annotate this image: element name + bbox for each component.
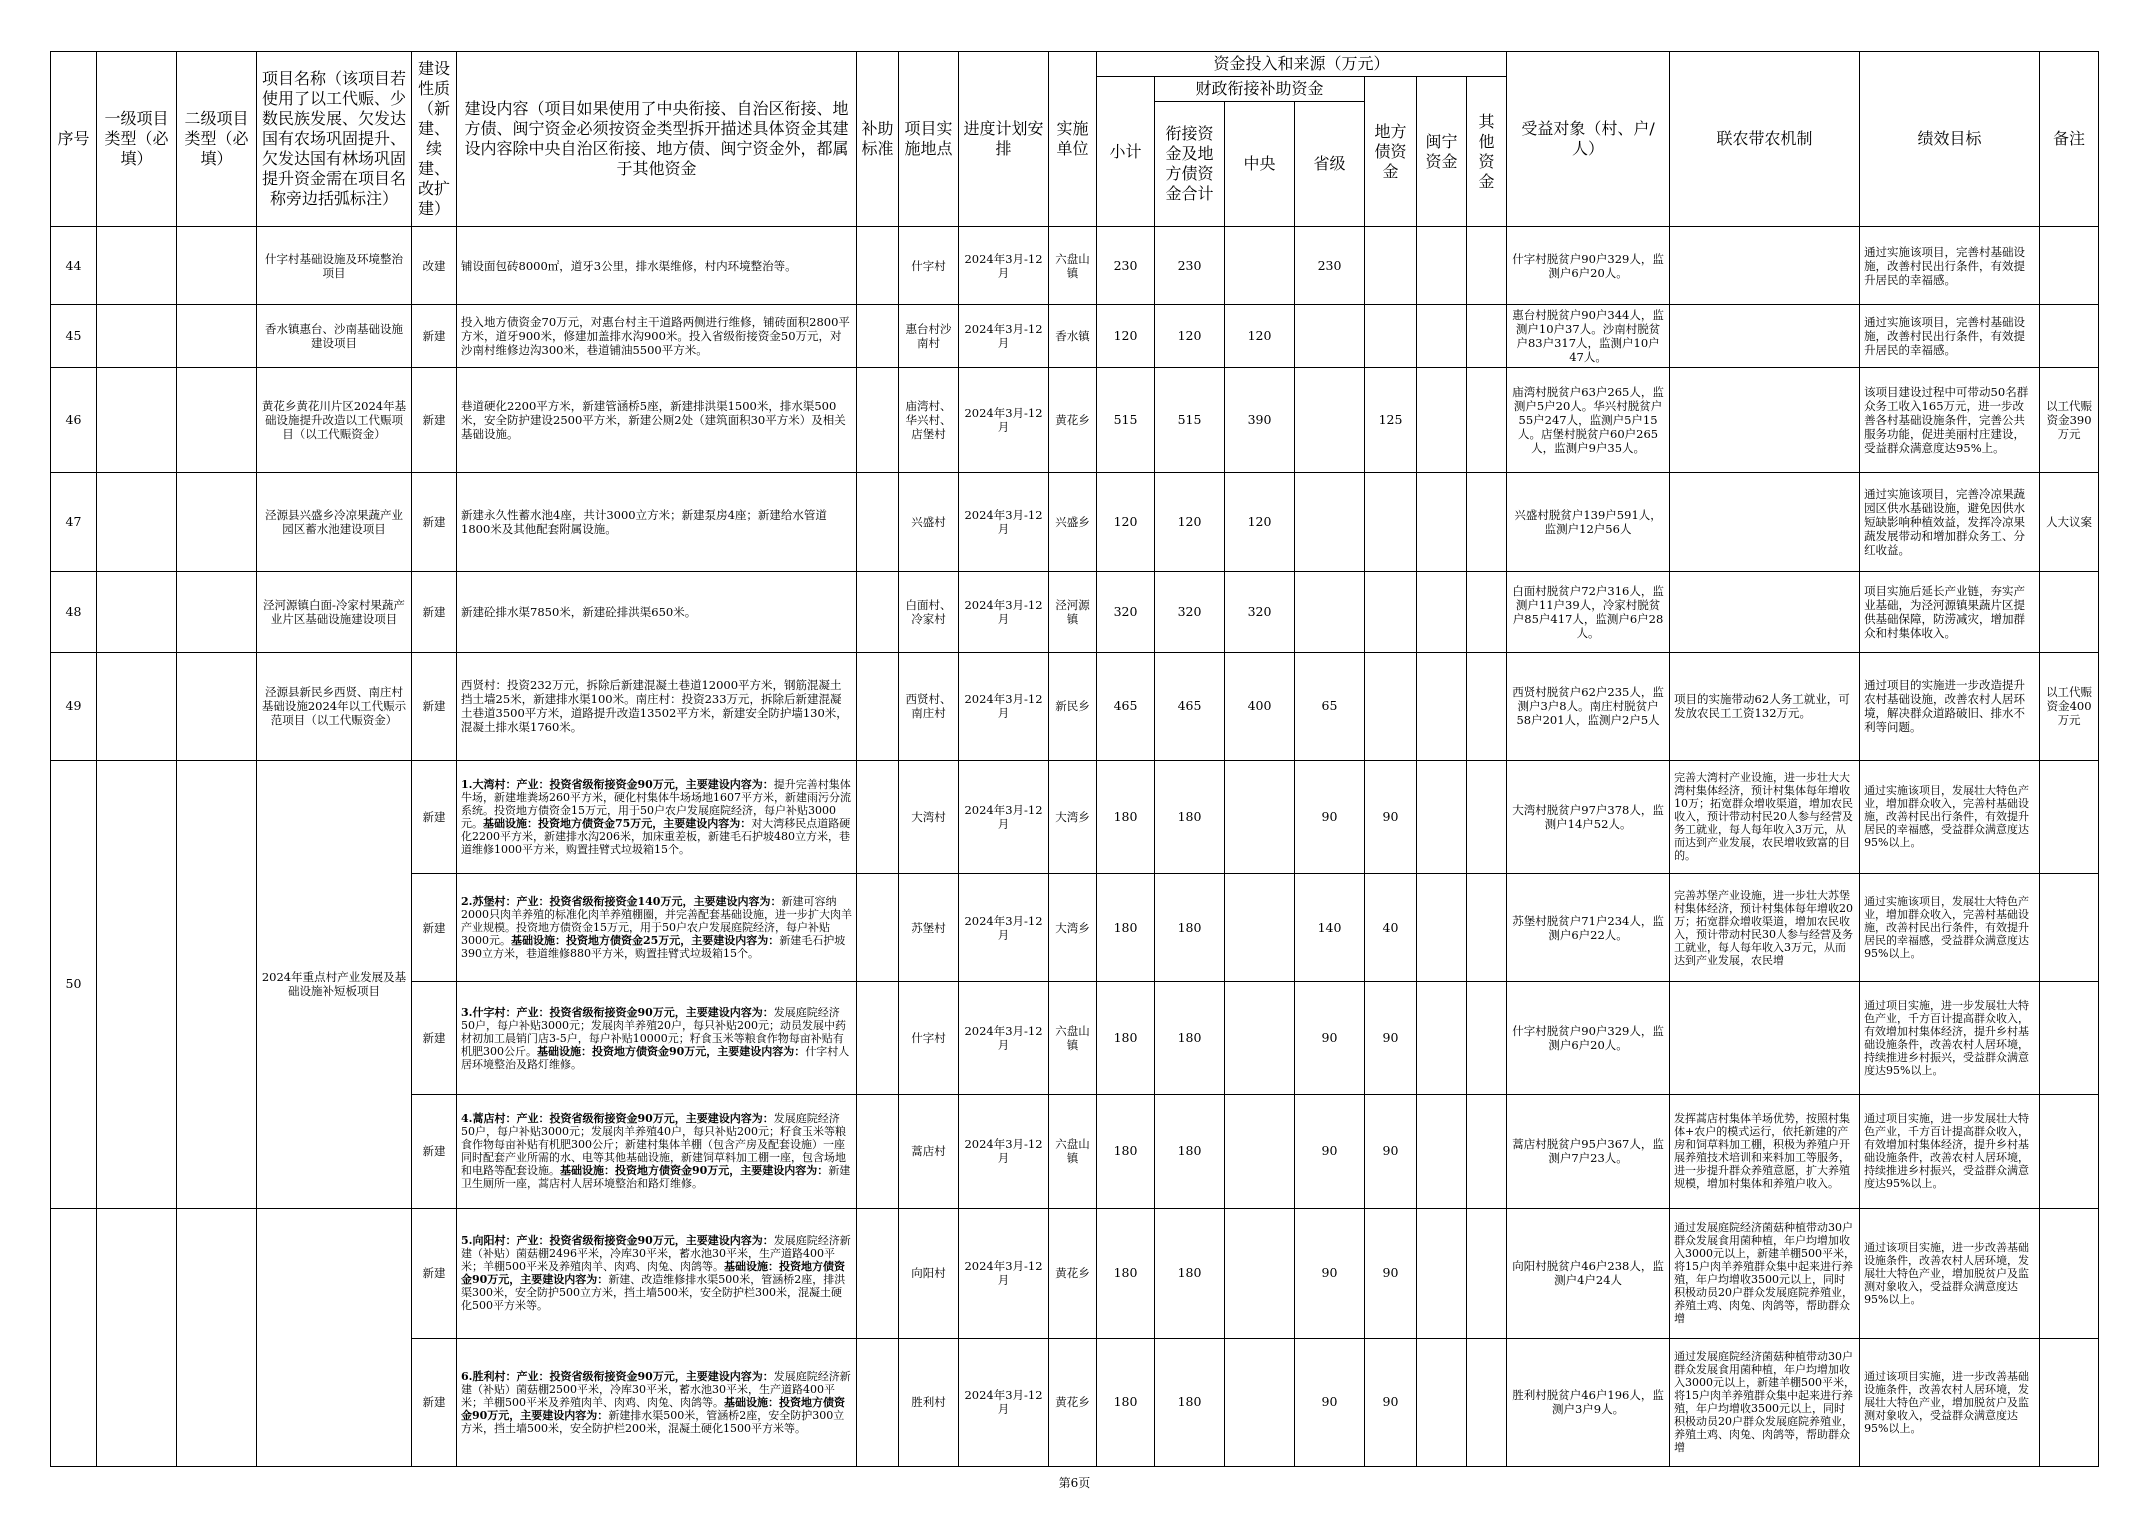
row-mechanism: 通过发展庭院经济菌菇种植带动30户群众发展食用菌种植，年户均增加收入3000元以上，新建羊棚500平米，将15户肉羊养殖群众集中起来进行养殖，年户均增收3500元以上，同时积极动员20户群众发展庭院养殖业，养殖土鸡、肉兔、肉鸽等，帮助群众增	[1670, 1338, 1860, 1466]
row-nature: 改建	[412, 227, 457, 305]
row-unit: 六盘山镇	[1049, 1095, 1097, 1208]
row-central: 120	[1225, 473, 1295, 571]
row-subtotal: 180	[1097, 760, 1155, 873]
row-provincial	[1295, 571, 1365, 652]
row-content: 投入地方债资金70万元，对惠台村主干道路两侧进行维修，铺砖面积2800平方米，道牙900米，修建加盖排水沟900米。投入省级衔接资金50万元，对沙南村维修边沟300米，巷道铺油5500平方米。	[457, 305, 857, 368]
row-schedule: 2024年3月-12月	[959, 227, 1049, 305]
row-location: 大湾村	[899, 760, 959, 873]
row-mechanism	[1670, 982, 1860, 1095]
row-location: 什字村	[899, 982, 959, 1095]
row-combined: 320	[1155, 571, 1225, 652]
header-unit: 实施单位	[1049, 52, 1097, 227]
row-cat1	[97, 227, 177, 305]
row-subsidy	[857, 571, 899, 652]
row-performance: 通过实施该项目，发展壮大特色产业，增加群众收入，完善村基础设施，改善村民出行条件，有效提升居民的幸福感，受益群众满意度达95%以上。	[1860, 760, 2040, 873]
header-minning: 闽宁资金	[1417, 77, 1467, 227]
row-schedule: 2024年3月-12月	[959, 473, 1049, 571]
group-seq	[51, 1208, 97, 1466]
row-schedule: 2024年3月-12月	[959, 652, 1049, 760]
row-minning	[1417, 1208, 1467, 1338]
row-other	[1467, 760, 1507, 873]
row-beneficiary: 西贤村脱贫户62户235人，监测户3户8人。南庄村脱贫户58户201人，监测户2户5人	[1507, 652, 1670, 760]
row-subtotal: 180	[1097, 982, 1155, 1095]
row-beneficiary: 白面村脱贫户72户316人，监测户11户39人，冷家村脱贫户85户417人，监测户6户28人。	[1507, 571, 1670, 652]
row-beneficiary: 胜利村脱贫户46户196人，监测户3户9人。	[1507, 1338, 1670, 1466]
row-nature: 新建	[412, 368, 457, 473]
row-schedule: 2024年3月-12月	[959, 982, 1049, 1095]
group-cat1	[97, 760, 177, 1208]
row-cat2	[177, 473, 257, 571]
row-central	[1225, 1095, 1295, 1208]
row-combined: 180	[1155, 1338, 1225, 1466]
row-content: 6.胜利村：产业：投资省级衔接资金90万元，主要建设内容为：发展庭院经济新建（补贴）菌菇棚2500平米，冷库30平米，蓄水池30平米，生产道路400平米；羊棚500平米及养殖肉羊、肉鸡、肉兔、肉鸽等。基础设施：投资地方债资金90万元，主要建设内容为：新建排水渠500米，管涵桥2座，安全防护300立方米，挡土墙500米，安全防护栏200米，混凝土硬化1500平方米等。	[457, 1338, 857, 1466]
table-row	[51, 305, 2099, 368]
row-content: 新建永久性蓄水池4座，共计3000立方米；新建泵房4座；新建给水管道1800米及其他配套附属设施。	[457, 473, 857, 571]
header-mechanism: 联农带农机制	[1670, 52, 1860, 227]
row-local-bond: 90	[1365, 982, 1417, 1095]
group-cat1	[97, 1208, 177, 1466]
row-mechanism	[1670, 571, 1860, 652]
row-other	[1467, 571, 1507, 652]
row-central	[1225, 874, 1295, 982]
row-location: 西贤村、南庄村	[899, 652, 959, 760]
row-beneficiary: 惠台村脱贫户90户344人，监测户10户37人。沙南村脱贫户83户317人，监测户10户47人。	[1507, 305, 1670, 368]
row-combined: 180	[1155, 760, 1225, 873]
row-cat2	[177, 652, 257, 760]
header-other: 其他资金	[1467, 77, 1507, 227]
header-central: 中央	[1225, 102, 1295, 227]
header-name: 项目名称（该项目若使用了以工代赈、少数民族发展、欠发达国有农场巩固提升、欠发达国有林场巩固提升资金需在项目名称旁边括弧标注）	[257, 52, 412, 227]
row-performance: 通过实施该项目，完善村基础设施，改善村民出行条件，有效提升居民的幸福感。	[1860, 227, 2040, 305]
page-number: 第6页	[1058, 1476, 1091, 1490]
row-subtotal: 230	[1097, 227, 1155, 305]
row-content: 铺设面包砖8000㎡，道牙3公里，排水渠维修，村内环境整治等。	[457, 227, 857, 305]
row-schedule: 2024年3月-12月	[959, 1095, 1049, 1208]
header-funds-group: 资金投入和来源（万元）	[1097, 52, 1507, 77]
row-performance: 通过项目实施，进一步发展壮大特色产业，千方百计提高群众收入，有效增加村集体经济，提升乡村基础设施条件，改善农村人居环境，持续推进乡村振兴，受益群众满意度达95%以上。	[1860, 982, 2040, 1095]
row-provincial	[1295, 305, 1365, 368]
row-content: 巷道硬化2200平方米，新建管涵桥5座，新建排洪渠1500米，排水渠500米，安全防护建设2500平方米，新建公厕2处（建筑面积30平方米）及相关基础设施。	[457, 368, 857, 473]
row-local-bond	[1365, 571, 1417, 652]
row-local-bond: 125	[1365, 368, 1417, 473]
row-remarks	[2040, 227, 2099, 305]
row-performance: 通过项目的实施进一步改造提升农村基础设施，改善农村人居环境，解决群众道路破旧、排水不利等问题。	[1860, 652, 2040, 760]
row-minning	[1417, 227, 1467, 305]
row-location: 白面村、冷家村	[899, 571, 959, 652]
row-mechanism	[1670, 473, 1860, 571]
header-location: 项目实施地点	[899, 52, 959, 227]
row-seq: 45	[51, 305, 97, 368]
row-subsidy	[857, 368, 899, 473]
row-schedule: 2024年3月-12月	[959, 760, 1049, 873]
header-subsidy: 补助标准	[857, 52, 899, 227]
table-body	[51, 227, 2099, 1467]
row-central	[1225, 1208, 1295, 1338]
row-beneficiary: 什字村脱贫户90户329人，监测户6户20人。	[1507, 227, 1670, 305]
header-remarks: 备注	[2040, 52, 2099, 227]
row-subsidy	[857, 874, 899, 982]
row-provincial: 90	[1295, 760, 1365, 873]
row-other	[1467, 874, 1507, 982]
row-seq: 46	[51, 368, 97, 473]
table-row	[51, 1208, 2099, 1338]
row-combined: 180	[1155, 874, 1225, 982]
row-unit: 六盘山镇	[1049, 982, 1097, 1095]
row-central	[1225, 1338, 1295, 1466]
row-remarks	[2040, 571, 2099, 652]
row-other	[1467, 1338, 1507, 1466]
row-subtotal: 515	[1097, 368, 1155, 473]
row-subtotal: 320	[1097, 571, 1155, 652]
row-seq: 49	[51, 652, 97, 760]
row-subtotal: 180	[1097, 1095, 1155, 1208]
row-unit: 兴盛乡	[1049, 473, 1097, 571]
group-cat2	[177, 760, 257, 1208]
row-remarks	[2040, 305, 2099, 368]
row-subtotal: 465	[1097, 652, 1155, 760]
row-subtotal: 180	[1097, 874, 1155, 982]
row-other	[1467, 227, 1507, 305]
header-fiscal-group: 财政衔接补助资金	[1155, 77, 1365, 102]
row-combined: 180	[1155, 1208, 1225, 1338]
row-unit: 黄花乡	[1049, 1338, 1097, 1466]
row-nature: 新建	[412, 652, 457, 760]
header-nature: 建设性质（新建、续建、改扩建）	[412, 52, 457, 227]
row-subtotal: 180	[1097, 1208, 1155, 1338]
row-other	[1467, 652, 1507, 760]
row-provincial: 90	[1295, 1338, 1365, 1466]
row-minning	[1417, 473, 1467, 571]
header-beneficiary: 受益对象（村、户/人）	[1507, 52, 1670, 227]
row-other	[1467, 1208, 1507, 1338]
row-combined: 180	[1155, 982, 1225, 1095]
row-content: 1.大湾村：产业：投资省级衔接资金90万元，主要建设内容为：提升完善村集体牛场，新建堆粪场260平方米，硬化村集体牛场场地1607平方米，新建雨污分流系统。投资地方债资金15万元，用于50户农户发展庭院经济，每户补贴3000元。基础设施：投资地方债资金75万元，主要建设内容为：对大湾移民点道路硬化2200平方米，新建排水沟206米，加床重差板，新建毛石护坡480立方米，巷道维修1000平方米，购置挂臂式垃圾箱15个。	[457, 760, 857, 873]
row-combined: 515	[1155, 368, 1225, 473]
row-central: 120	[1225, 305, 1295, 368]
row-performance: 该项目建设过程中可带动50名群众务工收入165万元，进一步改善各村基础设施条件，完善公共服务功能，促进美丽村庄建设，受益群众满意度达95%上。	[1860, 368, 2040, 473]
row-cat1	[97, 571, 177, 652]
row-combined: 120	[1155, 305, 1225, 368]
row-subsidy	[857, 652, 899, 760]
table-row	[51, 368, 2099, 473]
row-nature: 新建	[412, 1338, 457, 1466]
row-nature: 新建	[412, 874, 457, 982]
row-unit: 六盘山镇	[1049, 227, 1097, 305]
row-other	[1467, 368, 1507, 473]
row-location: 苏堡村	[899, 874, 959, 982]
row-provincial: 230	[1295, 227, 1365, 305]
row-cat2	[177, 368, 257, 473]
row-local-bond: 90	[1365, 1338, 1417, 1466]
row-provincial	[1295, 473, 1365, 571]
row-seq: 44	[51, 227, 97, 305]
row-location: 什字村	[899, 227, 959, 305]
row-subsidy	[857, 760, 899, 873]
header-schedule: 进度计划安排	[959, 52, 1049, 227]
table-row	[51, 652, 2099, 760]
header-local-bond: 地方债资金	[1365, 77, 1417, 227]
row-beneficiary: 苏堡村脱贫户71户234人，监测户6户22人。	[1507, 874, 1670, 982]
project-table	[50, 51, 2099, 1467]
header-performance: 绩效目标	[1860, 52, 2040, 227]
row-nature: 新建	[412, 571, 457, 652]
row-content: 2.苏堡村：产业：投资省级衔接资金140万元，主要建设内容为：新建可容纳2000只肉羊养殖的标准化肉羊养殖棚圈，并完善配套基础设施，进一步扩大肉羊产业规模。投资地方债资金15万元，用于50户农户发展庭院经济，每户补贴3000元。基础设施：投资地方债资金25万元，主要建设内容为：新建毛石护坡390立方米，巷道维修880平方米，购置挂臂式垃圾箱15个。	[457, 874, 857, 982]
row-other	[1467, 305, 1507, 368]
row-other	[1467, 473, 1507, 571]
row-cat2	[177, 305, 257, 368]
row-remarks	[2040, 1338, 2099, 1466]
row-performance: 通过该项目实施，进一步改善基础设施条件，改善农村人居环境，发展壮大特色产业，增加脱贫户及监测对象收入，受益群众满意度达95%以上。	[1860, 1208, 2040, 1338]
row-local-bond: 40	[1365, 874, 1417, 982]
row-seq: 48	[51, 571, 97, 652]
row-central: 400	[1225, 652, 1295, 760]
row-minning	[1417, 652, 1467, 760]
row-location: 向阳村	[899, 1208, 959, 1338]
row-remarks: 人大议案	[2040, 473, 2099, 571]
header-combined: 衔接资金及地方债资金合计	[1155, 102, 1225, 227]
row-remarks	[2040, 982, 2099, 1095]
row-unit: 大湾乡	[1049, 874, 1097, 982]
row-content: 新建砼排水渠7850米，新建砼排洪渠650米。	[457, 571, 857, 652]
row-minning	[1417, 1338, 1467, 1466]
row-performance: 通过实施该项目，完善村基础设施，改善村民出行条件，有效提升居民的幸福感。	[1860, 305, 2040, 368]
row-nature: 新建	[412, 305, 457, 368]
row-mechanism: 通过发展庭院经济菌菇种植带动30户群众发展食用菌种植，年户均增加收入3000元以上，新建羊棚500平米，将15户肉羊养殖群众集中起来进行养殖，年户均增收3500元以上，同时积极动员20户群众发展庭院养殖业，养殖土鸡、肉兔、肉鸽等，帮助群众增	[1670, 1208, 1860, 1338]
row-local-bond: 90	[1365, 760, 1417, 873]
row-location: 庙湾村、华兴村、店堡村	[899, 368, 959, 473]
row-central	[1225, 982, 1295, 1095]
row-performance: 通过实施该项目，完善冷凉果蔬园区供水基础设施，避免因供水短缺影响种植效益，发挥冷凉果蔬发展带动和增加群众务工、分红收益。	[1860, 473, 2040, 571]
row-project-name: 泾源县兴盛乡冷凉果蔬产业园区蓄水池建设项目	[257, 473, 412, 571]
row-subsidy	[857, 227, 899, 305]
table-row	[51, 227, 2099, 305]
row-cat2	[177, 227, 257, 305]
row-location: 蒿店村	[899, 1095, 959, 1208]
header-content: 建设内容（项目如果使用了中央衔接、自治区衔接、地方债、闽宁资金必须按资金类型拆开描述具体资金其建设内容除中央自治区衔接、地方债、闽宁资金外，都属于其他资金	[457, 52, 857, 227]
row-subtotal: 120	[1097, 473, 1155, 571]
row-location: 胜利村	[899, 1338, 959, 1466]
row-schedule: 2024年3月-12月	[959, 571, 1049, 652]
row-provincial: 140	[1295, 874, 1365, 982]
row-performance: 通过该项目实施，进一步改善基础设施条件，改善农村人居环境，发展壮大特色产业，增加脱贫户及监测对象收入，受益群众满意度达95%以上。	[1860, 1338, 2040, 1466]
row-unit: 泾河源镇	[1049, 571, 1097, 652]
row-cat1	[97, 652, 177, 760]
row-cat1	[97, 368, 177, 473]
row-local-bond	[1365, 652, 1417, 760]
row-provincial: 65	[1295, 652, 1365, 760]
row-minning	[1417, 571, 1467, 652]
row-schedule: 2024年3月-12月	[959, 874, 1049, 982]
row-location: 惠台村沙南村	[899, 305, 959, 368]
row-performance: 项目实施后延长产业链，夯实产业基础，为泾河源镇果蔬片区提供基础保障，防涝减灾，增加群众和村集体收入。	[1860, 571, 2040, 652]
row-unit: 香水镇	[1049, 305, 1097, 368]
row-beneficiary: 兴盛村脱贫户139户591人，监测户12户56人	[1507, 473, 1670, 571]
row-mechanism	[1670, 305, 1860, 368]
row-beneficiary: 向阳村脱贫户46户238人，监测户4户24人	[1507, 1208, 1670, 1338]
row-unit: 黄花乡	[1049, 1208, 1097, 1338]
row-remarks: 以工代赈资金400万元	[2040, 652, 2099, 760]
row-central: 390	[1225, 368, 1295, 473]
row-mechanism: 完善大湾村产业设施，进一步壮大大湾村集体经济，预计村集体每年增收10万；拓宽群众增收渠道，增加农民收入，预计带动村民20人参与经营及务工就业，每人每年收入3万元，从而达到产业发展，农民增收致富的目的。	[1670, 760, 1860, 873]
row-combined: 120	[1155, 473, 1225, 571]
row-cat1	[97, 473, 177, 571]
row-performance: 通过实施该项目，发展壮大特色产业，增加群众收入，完善村基础设施，改善村民出行条件，有效提升居民的幸福感，受益群众满意度达95%以上。	[1860, 874, 2040, 982]
row-cat1	[97, 305, 177, 368]
group-seq: 50	[51, 760, 97, 1208]
row-location: 兴盛村	[899, 473, 959, 571]
row-beneficiary: 什字村脱贫户90户329人，监测户6户20人。	[1507, 982, 1670, 1095]
row-beneficiary: 蒿店村脱贫户95户367人，监测户7户23人。	[1507, 1095, 1670, 1208]
group-cat2	[177, 1208, 257, 1466]
row-mechanism: 项目的实施带动62人务工就业，可发放农民工工资132万元。	[1670, 652, 1860, 760]
row-other	[1467, 982, 1507, 1095]
row-beneficiary: 大湾村脱贫户97户378人，监测户14户52人。	[1507, 760, 1670, 873]
row-local-bond: 90	[1365, 1095, 1417, 1208]
row-subtotal: 180	[1097, 1338, 1155, 1466]
row-local-bond: 90	[1365, 1208, 1417, 1338]
row-schedule: 2024年3月-12月	[959, 368, 1049, 473]
row-mechanism	[1670, 368, 1860, 473]
row-combined: 230	[1155, 227, 1225, 305]
row-combined: 180	[1155, 1095, 1225, 1208]
row-provincial: 90	[1295, 1208, 1365, 1338]
row-cat2	[177, 571, 257, 652]
row-provincial: 90	[1295, 1095, 1365, 1208]
row-subsidy	[857, 1208, 899, 1338]
row-seq: 47	[51, 473, 97, 571]
row-unit: 大湾乡	[1049, 760, 1097, 873]
row-minning	[1417, 760, 1467, 873]
row-project-name: 泾源县新民乡西贤、南庄村基础设施2024年以工代赈示范项目（以工代赈资金）	[257, 652, 412, 760]
row-schedule: 2024年3月-12月	[959, 305, 1049, 368]
row-unit: 新民乡	[1049, 652, 1097, 760]
row-provincial: 90	[1295, 982, 1365, 1095]
row-central	[1225, 760, 1295, 873]
table-row	[51, 473, 2099, 571]
row-mechanism: 完善苏堡产业设施，进一步壮大苏堡村集体经济，预计村集体每年增收20万；拓宽群众增收渠道，增加农民收入，预计带动村民30人参与经营及务工就业，每人每年收入3万元，从而达到产业发展，农民增	[1670, 874, 1860, 982]
row-other	[1467, 1095, 1507, 1208]
row-local-bond	[1365, 305, 1417, 368]
row-subsidy	[857, 473, 899, 571]
row-combined: 465	[1155, 652, 1225, 760]
row-minning	[1417, 874, 1467, 982]
table-row	[51, 571, 2099, 652]
row-subsidy	[857, 982, 899, 1095]
header-cat1: 一级项目类型（必填）	[97, 52, 177, 227]
row-minning	[1417, 982, 1467, 1095]
row-nature: 新建	[412, 982, 457, 1095]
row-project-name: 泾河源镇白面-冷家村果蔬产业片区基础设施建设项目	[257, 571, 412, 652]
row-unit: 黄花乡	[1049, 368, 1097, 473]
header-provincial: 省级	[1295, 102, 1365, 227]
row-minning	[1417, 1095, 1467, 1208]
row-content: 5.向阳村：产业：投资省级衔接资金90万元，主要建设内容为：发展庭院经济新建（补贴）菌菇棚2496平米，冷库30平米，蓄水池30平米，生产道路400平米；羊棚500平米及养殖肉羊、肉鸡、肉兔、肉鸽等。基础设施：投资地方债资金90万元，主要建设内容为：新建、改造维修排水渠500米，管涵桥2座，排洪渠300米，安全防护500立方米，挡土墙500米，安全防护栏300米，混凝土硬化500平方米等。	[457, 1208, 857, 1338]
row-mechanism	[1670, 227, 1860, 305]
row-local-bond	[1365, 227, 1417, 305]
row-beneficiary: 庙湾村脱贫户63户265人，监测户5户20人。华兴村脱贫户55户247人，监测户5户15人。店堡村脱贫户60户265人，监测户9户35人。	[1507, 368, 1670, 473]
header-subtotal: 小计	[1097, 77, 1155, 227]
group-project-name: 2024年重点村产业发展及基础设施补短板项目	[257, 760, 412, 1208]
row-schedule: 2024年3月-12月	[959, 1208, 1049, 1338]
row-schedule: 2024年3月-12月	[959, 1338, 1049, 1466]
row-provincial	[1295, 368, 1365, 473]
row-minning	[1417, 305, 1467, 368]
row-subsidy	[857, 305, 899, 368]
row-nature: 新建	[412, 760, 457, 873]
row-subtotal: 120	[1097, 305, 1155, 368]
row-central	[1225, 227, 1295, 305]
row-remarks: 以工代赈资金390万元	[2040, 368, 2099, 473]
row-performance: 通过项目实施，进一步发展壮大特色产业，千方百计提高群众收入，有效增加村集体经济，提升乡村基础设施条件，改善农村人居环境，持续推进乡村振兴，受益群众满意度达95%以上。	[1860, 1095, 2040, 1208]
row-central: 320	[1225, 571, 1295, 652]
header-cat2: 二级项目类型（必填）	[177, 52, 257, 227]
row-subsidy	[857, 1338, 899, 1466]
row-remarks	[2040, 760, 2099, 873]
row-nature: 新建	[412, 473, 457, 571]
row-minning	[1417, 368, 1467, 473]
row-content: 3.什字村：产业：投资省级衔接资金90万元，主要建设内容为：发展庭院经济50户，每户补贴3000元；发展肉羊养殖20户，每只补贴200元；动员发展中药材初加工晨销门店3-5户，每户补贴10000元；籽食玉米等粮食作物每亩补贴有机肥300公斤。基础设施：投资地方债资金90万元，主要建设内容为：什字村人居环境整治及路灯维修。	[457, 982, 857, 1095]
row-project-name: 香水镇惠台、沙南基础设施建设项目	[257, 305, 412, 368]
group-project-name	[257, 1208, 412, 1466]
row-content: 西贤村：投资232万元，拆除后新建混凝土巷道12000平方米，钢筋混凝土挡土墙25米，新建排水渠100米。南庄村：投资233万元，拆除后新建混凝土巷道3500平方米，道路提升改造13502平方米，新建安全防护墙130米，混凝土排水渠1760米。	[457, 652, 857, 760]
row-project-name: 黄花乡黄花川片区2024年基础设施提升改造以工代赈项目（以工代赈资金）	[257, 368, 412, 473]
table-row	[51, 760, 2099, 873]
row-nature: 新建	[412, 1208, 457, 1338]
row-remarks	[2040, 874, 2099, 982]
row-subsidy	[857, 1095, 899, 1208]
row-project-name: 什字村基础设施及环境整治项目	[257, 227, 412, 305]
row-local-bond	[1365, 473, 1417, 571]
row-remarks	[2040, 1095, 2099, 1208]
row-remarks	[2040, 1208, 2099, 1338]
row-nature: 新建	[412, 1095, 457, 1208]
header-seq: 序号	[51, 52, 97, 227]
row-mechanism: 发挥蒿店村集体羊场优势，按照村集体+农户的模式运行，依托新建的产房和饲草料加工棚，积极为养殖户开展养殖技术培训和来料加工等服务，进一步提升群众养殖意愿，扩大养殖规模，增加村集体和养殖户收入。	[1670, 1095, 1860, 1208]
row-content: 4.蒿店村：产业：投资省级衔接资金90万元，主要建设内容为：发展庭院经济50户，每户补贴3000元；发展肉羊养殖40户，每只补贴200元；籽食玉米等粮食作物每亩补贴有机肥300公斤；新建村集体羊棚（包含产房及配套设施）一座同时配套产业所需的水、电等其他基础设施，新建饲草料加工棚一座，包含场地和电路等配套设施。基础设施：投资地方债资金90万元，主要建设内容为：新建卫生厕所一座，蒿店村人居环境整治和路灯维修。	[457, 1095, 857, 1208]
